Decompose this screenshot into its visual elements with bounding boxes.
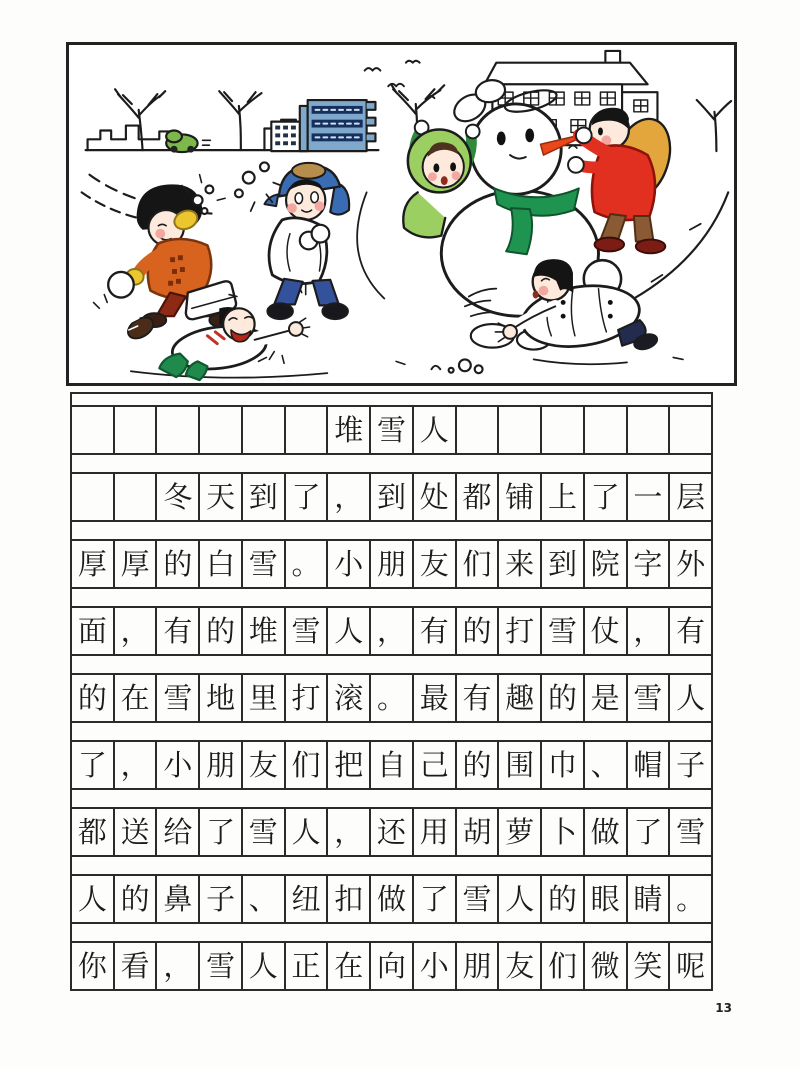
grid-cell: 鼻 — [155, 874, 198, 922]
text-row — [70, 673, 713, 723]
grid-cell: 帽 — [626, 740, 669, 788]
grid-cell: 厚 — [113, 539, 156, 587]
grid-cell — [113, 472, 156, 520]
grid-cell: 人 — [326, 606, 369, 654]
grid-cell: 面 — [70, 606, 113, 654]
grid-cell: 到 — [369, 472, 412, 520]
grid-cell — [284, 405, 327, 453]
grid-cell: 的 — [113, 874, 156, 922]
grid-cell: 处 — [412, 472, 455, 520]
grid-cell: 有 — [412, 606, 455, 654]
grid-cell: ， — [369, 606, 412, 654]
grid-cell: 冬 — [155, 472, 198, 520]
grid-cell: 都 — [455, 472, 498, 520]
grid-cell: 、 — [241, 874, 284, 922]
grid-cell: 雪 — [540, 606, 583, 654]
child-thrower — [264, 163, 384, 319]
grid-cell — [455, 405, 498, 453]
grid-cell: 雪 — [241, 807, 284, 855]
row-gap — [70, 522, 713, 539]
grid-cell: 层 — [668, 472, 713, 520]
text-row — [70, 606, 713, 656]
grid-cell: 最 — [412, 673, 455, 721]
grid-cell: 是 — [583, 673, 626, 721]
grid-cell: 子 — [198, 874, 241, 922]
grid-cell: 。 — [369, 673, 412, 721]
writing-grid — [70, 392, 713, 991]
grid-cell: 滚 — [326, 673, 369, 721]
grid-cell: 了 — [583, 472, 626, 520]
grid-cell: 天 — [198, 472, 241, 520]
grid-cell: 自 — [369, 740, 412, 788]
grid-cell: 雪 — [284, 606, 327, 654]
grid-cell: 友 — [412, 539, 455, 587]
grid-cell: 眼 — [583, 874, 626, 922]
grid-cell: 里 — [241, 673, 284, 721]
grid-cell: 雪 — [198, 941, 241, 989]
grid-cell: 扣 — [326, 874, 369, 922]
grid-cell: 的 — [455, 606, 498, 654]
grid-cell: 的 — [540, 874, 583, 922]
grid-cell: 朋 — [198, 740, 241, 788]
grid-cell: 还 — [369, 807, 412, 855]
grid-cell — [583, 405, 626, 453]
grid-cell: 一 — [626, 472, 669, 520]
grid-cell — [113, 405, 156, 453]
grid-cell: 到 — [540, 539, 583, 587]
grid-cell: 外 — [668, 539, 713, 587]
grid-cell: 雪 — [369, 405, 412, 453]
grid-cell: 趣 — [497, 673, 540, 721]
grid-cell: ， — [113, 740, 156, 788]
grid-cell: 微 — [583, 941, 626, 989]
grid-cell: 己 — [412, 740, 455, 788]
grid-cell: 的 — [155, 539, 198, 587]
blue-building — [300, 100, 376, 151]
row-gap — [70, 924, 713, 941]
grid-cell: ， — [155, 941, 198, 989]
winter-scene-drawing — [69, 45, 734, 383]
grid-cell: 上 — [540, 472, 583, 520]
grid-cell: ， — [326, 807, 369, 855]
grid-cell: 人 — [497, 874, 540, 922]
grid-cell: 的 — [70, 673, 113, 721]
grid-cell: 雪 — [626, 673, 669, 721]
grid-cell: 、 — [583, 740, 626, 788]
text-row — [70, 941, 713, 991]
grid-cell: 笑 — [626, 941, 669, 989]
grid-cell: 了 — [412, 874, 455, 922]
grid-cell: 打 — [497, 606, 540, 654]
grid-cell: 厚 — [70, 539, 113, 587]
row-gap — [70, 723, 713, 740]
grid-cell: 来 — [497, 539, 540, 587]
grid-cell: 了 — [284, 472, 327, 520]
grid-cell: 仗 — [583, 606, 626, 654]
grid-cell: ， — [326, 472, 369, 520]
grid-cell: 友 — [241, 740, 284, 788]
illustration-panel — [66, 42, 737, 386]
grid-cell: ， — [113, 606, 156, 654]
grid-cell: 人 — [412, 405, 455, 453]
grid-cell — [241, 405, 284, 453]
grid-cell: 雪 — [241, 539, 284, 587]
grid-cell: 向 — [369, 941, 412, 989]
grid-cell: 朋 — [369, 539, 412, 587]
grid-cell: 朋 — [455, 941, 498, 989]
grid-cell: 们 — [284, 740, 327, 788]
grid-cell: 睛 — [626, 874, 669, 922]
grid-cell: 们 — [540, 941, 583, 989]
grid-cell: 地 — [198, 673, 241, 721]
grid-cell: 做 — [583, 807, 626, 855]
grid-cell — [70, 405, 113, 453]
grid-cell: 堆 — [326, 405, 369, 453]
grid-cell: 有 — [155, 606, 198, 654]
grid-cell — [155, 405, 198, 453]
row-gap — [70, 392, 713, 405]
grid-cell: 小 — [412, 941, 455, 989]
grid-cell: 雪 — [155, 673, 198, 721]
grid-cell: 堆 — [241, 606, 284, 654]
text-row — [70, 807, 713, 857]
grid-cell: 铺 — [497, 472, 540, 520]
grid-cell: 白 — [198, 539, 241, 587]
grid-cell: 的 — [540, 673, 583, 721]
grid-cell — [668, 405, 713, 453]
row-gap — [70, 790, 713, 807]
grid-cell: 胡 — [455, 807, 498, 855]
grid-cell: 雪 — [455, 874, 498, 922]
grid-cell — [70, 472, 113, 520]
grid-cell: 做 — [369, 874, 412, 922]
grid-cell: 的 — [198, 606, 241, 654]
page-number: 13 — [715, 1001, 732, 1015]
grid-cell: 在 — [113, 673, 156, 721]
grid-cell: 有 — [455, 673, 498, 721]
grid-cell: 人 — [284, 807, 327, 855]
grid-cell: 。 — [284, 539, 327, 587]
grid-cell: 雪 — [668, 807, 713, 855]
grid-cell: 人 — [241, 941, 284, 989]
text-row — [70, 740, 713, 790]
grid-cell: 有 — [668, 606, 713, 654]
grid-cell: 人 — [668, 673, 713, 721]
grid-cell: 送 — [113, 807, 156, 855]
grid-cell: 正 — [284, 941, 327, 989]
grid-cell: 人 — [70, 874, 113, 922]
grid-cell: 了 — [198, 807, 241, 855]
grid-cell: 了 — [70, 740, 113, 788]
grid-cell — [540, 405, 583, 453]
grid-cell: 卜 — [540, 807, 583, 855]
row-gap — [70, 656, 713, 673]
grid-cell: ， — [626, 606, 669, 654]
grid-cell: 友 — [497, 941, 540, 989]
grid-cell — [497, 405, 540, 453]
grid-cell: 围 — [497, 740, 540, 788]
grid-cell: 到 — [241, 472, 284, 520]
grid-cell: 纽 — [284, 874, 327, 922]
grid-cell: 都 — [70, 807, 113, 855]
text-row — [70, 472, 713, 522]
row-gap — [70, 857, 713, 874]
grid-cell: 打 — [284, 673, 327, 721]
text-row — [70, 874, 713, 924]
grid-cell: 。 — [668, 874, 713, 922]
row-gap — [70, 455, 713, 472]
grid-cell: 呢 — [668, 941, 713, 989]
title-row — [70, 405, 713, 455]
grid-cell: 小 — [155, 740, 198, 788]
grid-cell: 子 — [668, 740, 713, 788]
grid-cell: 把 — [326, 740, 369, 788]
grid-cell: 用 — [412, 807, 455, 855]
grid-cell: 们 — [455, 539, 498, 587]
grid-cell: 巾 — [540, 740, 583, 788]
grid-cell: 给 — [155, 807, 198, 855]
grid-cell — [626, 405, 669, 453]
grid-cell: 的 — [455, 740, 498, 788]
grid-cell: 院 — [583, 539, 626, 587]
grid-cell: 在 — [326, 941, 369, 989]
text-row — [70, 539, 713, 589]
grid-cell: 小 — [326, 539, 369, 587]
grid-cell: 看 — [113, 941, 156, 989]
grid-cell: 你 — [70, 941, 113, 989]
grid-cell: 字 — [626, 539, 669, 587]
grid-cell — [198, 405, 241, 453]
grid-cell: 了 — [626, 807, 669, 855]
row-gap — [70, 589, 713, 606]
grid-cell: 萝 — [497, 807, 540, 855]
